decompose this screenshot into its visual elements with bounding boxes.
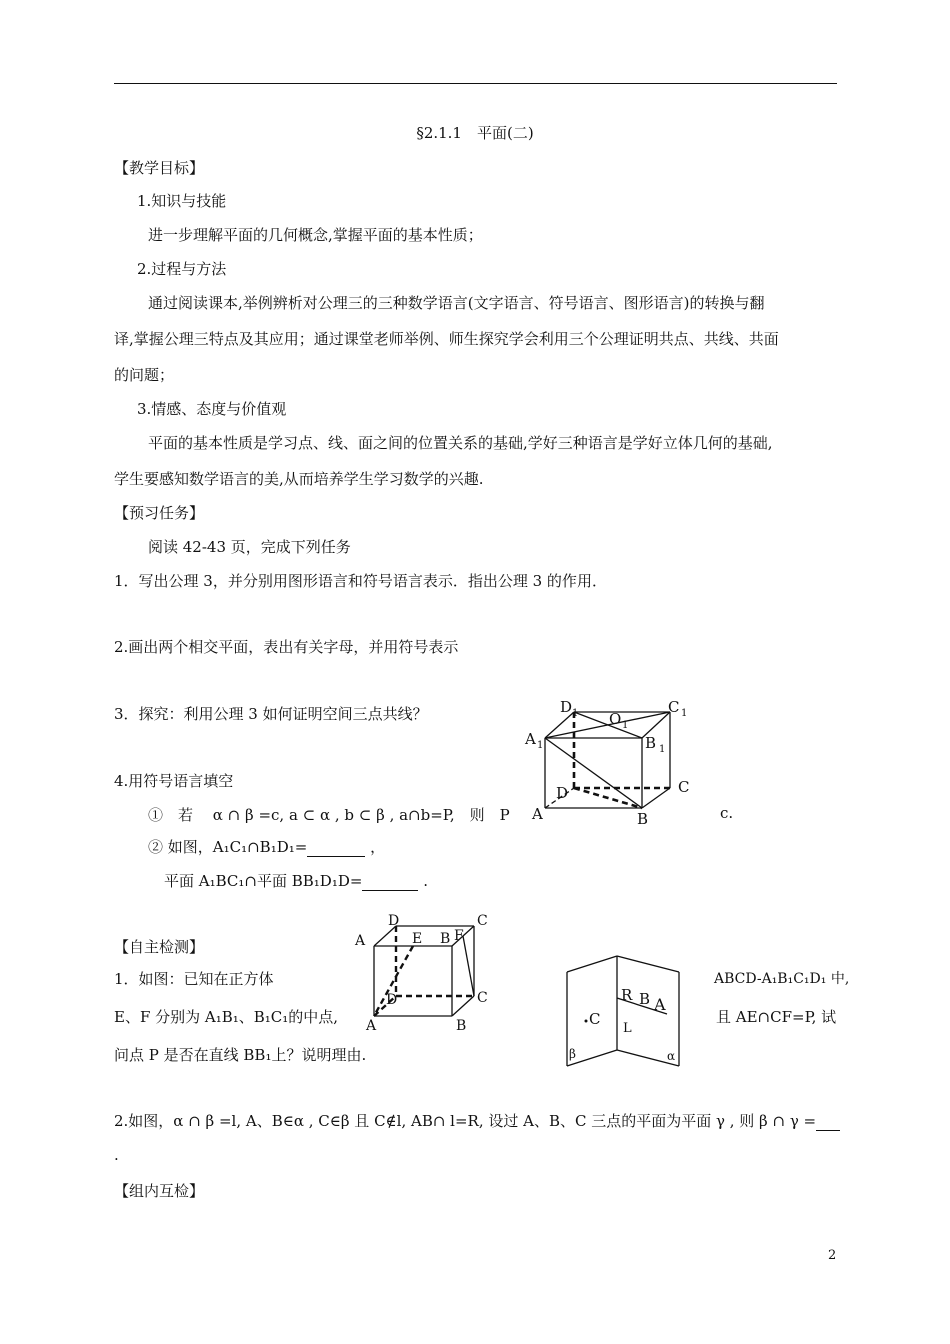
label-d1: D [388, 913, 400, 929]
planes-figure [555, 950, 690, 1075]
label-beta: β [569, 1047, 576, 1061]
answer-blank[interactable] [362, 872, 418, 891]
objective-3-title: 3.情感、态度与价值观 [137, 400, 287, 418]
label-b: B [637, 810, 649, 828]
label-o1-sub: 1 [622, 720, 629, 731]
label-d1: D [560, 698, 573, 716]
objective-3-text-line2: 学生要感知数学语言的美,从而培养学生学习数学的兴趣. [114, 470, 484, 488]
self-check-q1-line2: E、F 分别为 A₁B₁、B₁C₁的中点, [114, 1008, 339, 1026]
self-check-q1-line1-end: ABCD-A₁B₁C₁D₁ 中, [714, 971, 850, 987]
label-alpha: α [667, 1049, 676, 1063]
label-o1: O [609, 710, 622, 728]
label-b: B [639, 990, 651, 1008]
self-check-q1-line1: 1．如图：已知在正方体 [114, 970, 274, 988]
label-d: D [386, 992, 398, 1008]
self-check-q2-dot: . [114, 1146, 119, 1164]
objective-2-text-line2: 译,掌握公理三特点及其应用；通过课堂老师举例、师生探究学会利用三个公理证明共点、共线、共面 [114, 330, 779, 348]
header-rule [114, 83, 837, 84]
preview-question-1: 1．写出公理 3，并分别用图形语言和符号语言表示．指出公理 3 的作用． [114, 572, 607, 590]
label-d1-sub: 1 [572, 708, 579, 719]
self-check-q2: 2.如图，α ∩ β =l, A、B∈α , C∈β 且 C∉l, AB∩ l=R, 设过 A、B、C 三点的平面为平面 γ , 则 β ∩ γ = [114, 1110, 840, 1131]
objective-1-title: 1.知识与技能 [137, 192, 227, 210]
preview-question-4-2a: ② 如图，A₁C₁∩B₁D₁= ， [148, 838, 386, 856]
preview-question-3: 3．探究：利用公理 3 如何证明空间三点共线？ [114, 705, 428, 723]
preview-intro: 阅读 42-43 页，完成下列任务 [148, 538, 351, 556]
label-r: R [621, 986, 633, 1004]
point-c [585, 1020, 588, 1023]
label-l: L [623, 1021, 632, 1036]
label-d: D [556, 784, 569, 802]
label-b1: B [645, 734, 657, 752]
label-a1: A [355, 933, 366, 949]
cube-figure-1 [520, 690, 700, 830]
self-check-q1-line3: 问点 P 是否在直线 BB₁上？说明理由. [114, 1046, 367, 1064]
preview-heading: 【预习任务】 [114, 504, 205, 522]
preview-question-4-1-end: c. [720, 804, 734, 822]
label-c1: C [477, 913, 488, 929]
label-f: F [454, 928, 464, 944]
page-title: §2.1.1 平面(二) [416, 124, 534, 142]
label-c: C [678, 778, 690, 796]
preview-question-2: 2.画出两个相交平面，表出有关字母，并用符号表示 [114, 638, 459, 656]
group-check-heading: 【组内互检】 [114, 1182, 205, 1200]
label-c1: C [668, 698, 680, 716]
label-a: A [366, 1018, 377, 1034]
objective-2-text-line1: 通过阅读课本,举例辨析对公理三的三种数学语言(文字语言、符号语言、图形语言)的转换与翻 [148, 294, 765, 312]
objective-2-title: 2.过程与方法 [137, 260, 227, 278]
label-c: C [477, 990, 488, 1006]
label-b: B [456, 1018, 467, 1034]
label-e: E [412, 931, 423, 947]
label-c: C [589, 1010, 601, 1028]
preview-question-4: 4.用符号语言填空 [114, 772, 234, 790]
self-check-heading: 【自主检测】 [114, 938, 205, 956]
objectives-heading: 【教学目标】 [114, 159, 205, 177]
label-b1-sub: 1 [659, 744, 666, 755]
cube-figure-2 [350, 908, 500, 1036]
preview-question-4-1: ① 若 α ∩ β =c, a ⊂ α , b ⊂ β , a∩b=P, 则 P [148, 806, 510, 824]
label-a: A [532, 805, 543, 823]
label-a1: A [525, 730, 536, 748]
label-b1: B [440, 931, 451, 947]
objective-1-text: 进一步理解平面的几何概念,掌握平面的基本性质； [148, 226, 483, 244]
objective-2-text-line3: 的问题； [114, 366, 175, 384]
label-a1-sub: 1 [537, 740, 544, 751]
preview-question-4-2b: 平面 A₁BC₁∩平面 BB₁D₁D= . [164, 872, 428, 890]
answer-blank[interactable] [816, 1112, 840, 1131]
label-a: A [654, 995, 666, 1014]
answer-blank[interactable] [307, 838, 365, 857]
objective-3-text-line1: 平面的基本性质是学习点、线、面之间的位置关系的基础,学好三种语言是学好立体几何的基础, [148, 434, 773, 452]
self-check-q1-line2-end: 且 AE∩CF=P, 试 [716, 1008, 837, 1026]
label-c1-sub: 1 [681, 708, 688, 719]
page-number: 2 [828, 1248, 837, 1263]
